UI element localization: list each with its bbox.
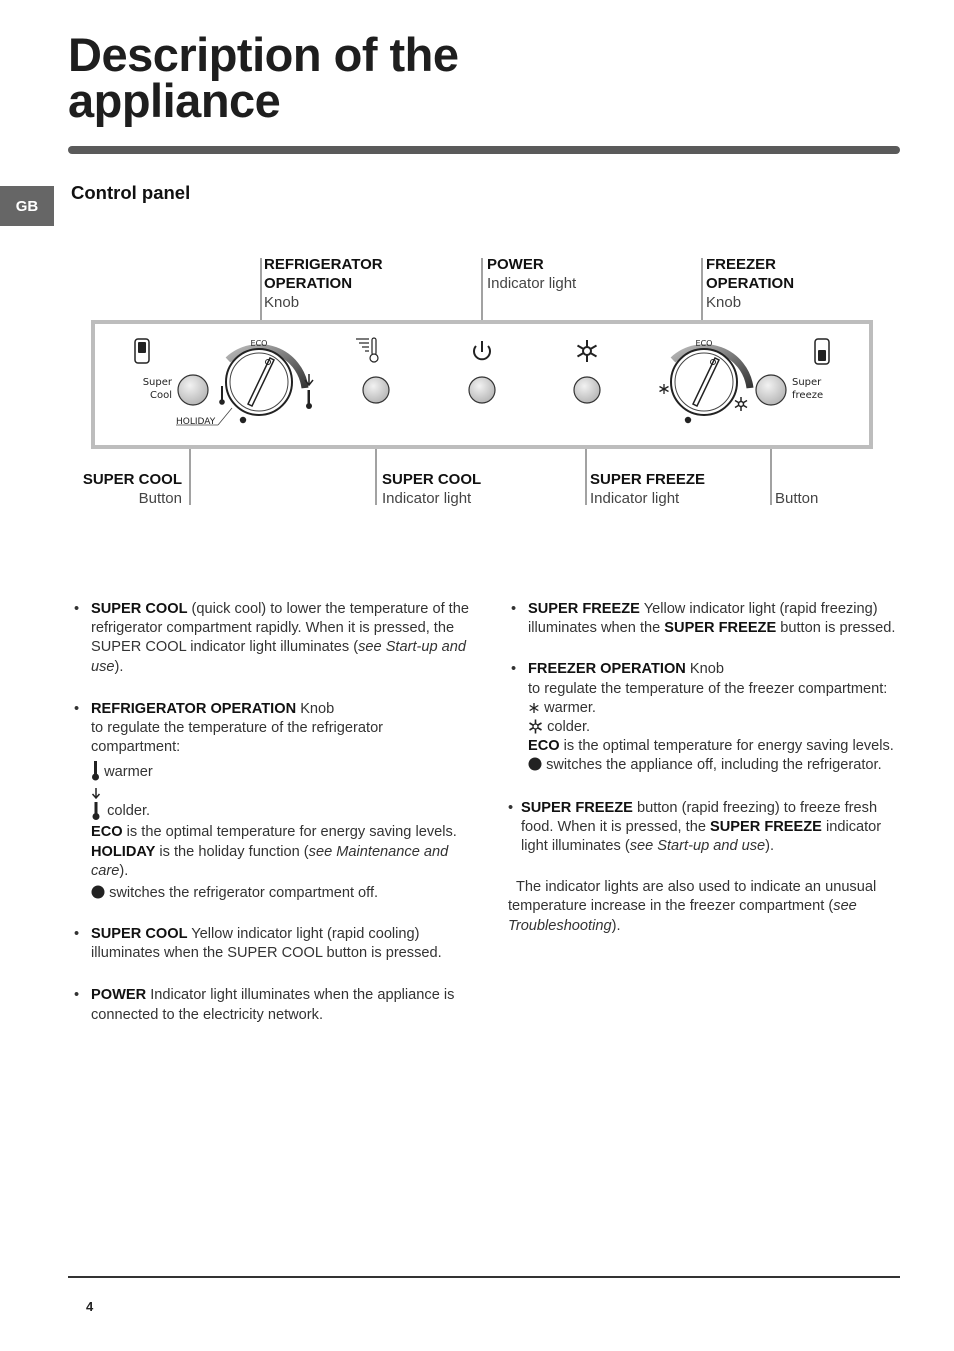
language-tab: GB [0,186,54,226]
fridge-compartment-icon [135,339,149,363]
term: HOLIDAY [91,843,156,860]
setting-colder [91,788,471,821]
label-freezer-operation-line2: OPERATION [706,275,795,292]
cross-reference: see Start-up and use [91,639,467,675]
bullet-super-cool-light [71,925,471,963]
term: REFRIGERATOR OPERATION [91,700,297,717]
term: SUPER FREEZE [521,799,633,816]
bullet-mark: • [508,799,514,816]
freezer-off-dot [685,417,691,423]
panel-refrigerator-eco: ECO [250,339,268,348]
setting-warmer [91,761,471,782]
text: Knob [296,700,335,717]
setting-colder [528,718,906,737]
left-column [71,600,471,1025]
bullet-super-freeze-light [508,600,906,638]
text: colder. [107,803,151,820]
term: POWER [91,987,147,1004]
bullet-mark: • [74,987,80,1004]
text: button is pressed. [776,620,896,637]
term: ECO [528,738,560,755]
bullet-mark: • [511,661,517,678]
term: SUPER FREEZE [528,601,640,617]
label-freezer-operation-sub: Knob [706,294,742,311]
label-refrigerator-operation-line1: REFRIGERATOR [264,256,383,273]
panel-super-freeze-line2: freeze [792,390,824,401]
text: to regulate the temperature of the refrigerator compartment: [91,720,384,756]
panel-super-cool-line2: Cool [150,390,172,401]
indicator-note [508,878,906,936]
text: indicator light illuminates ( [521,818,882,855]
control-panel-diagram [0,0,954,540]
page-title-line1: Description of the [68,28,459,81]
label-refrigerator-operation-sub: Knob [264,294,300,311]
text: to regulate the temperature of the freezer compartment: [528,680,888,697]
text: Yellow indicator light (rapid cooling) illuminates when the SUPER COOL button is pressed. [91,926,442,962]
text: The indicator lights are also used to indicate an unusual temperature increase in the freezer compartment ( [508,879,877,915]
label-super-cool-button-title: SUPER COOL [82,471,182,488]
text: Yellow indicator light (rapid freezing) illuminates when the [528,601,878,637]
label-refrigerator-operation-line2: OPERATION [264,275,353,292]
term: SUPER COOL [91,926,188,943]
bullet-mark: • [74,700,80,717]
bullet-super-cool-button [71,600,471,677]
panel-holiday: HOLIDAY [176,417,216,427]
bullet-freezer-operation [508,660,906,698]
text: switches the refrigerator compartment off. [109,885,379,902]
bullet-mark: • [74,926,80,943]
text: is the optimal temperature for energy saving levels. [122,824,457,841]
term: ECO [91,824,123,841]
text: colder. [547,719,591,736]
super-freeze-indicator-light [574,377,600,403]
text: is the optimal temperature for energy saving levels. [559,738,894,755]
text: warmer [104,764,153,781]
off-dot-icon [91,885,105,899]
term: SUPER FREEZE [710,818,822,835]
cross-reference: see Troubleshooting [508,898,857,934]
text: button (rapid freezing) to freeze fresh food. When it is pressed, the [521,799,878,835]
text: ). [119,862,129,879]
label-power-sub: Indicator light [487,275,577,292]
refrigerator-off-dot [240,417,246,423]
text: ). [611,917,621,934]
freezer-compartment-icon [815,339,829,364]
bullet-mark: • [74,601,80,617]
label-super-cool-button-sub: Button [138,490,182,507]
panel-super-cool-line1: Super [142,377,172,388]
setting-warmer [528,699,906,718]
setting-holiday [91,843,471,881]
label-power-title: POWER [487,256,544,273]
power-indicator-light [469,377,495,403]
text: switches the appliance off, including the refrigerator. [546,757,882,774]
page-title-line2: appliance [68,74,281,127]
cross-reference: see Start-up and use [629,838,766,855]
label-freezer-operation-line1: FREEZER [706,256,777,273]
panel-super-freeze-line1: Super [792,377,822,388]
bullet-refrigerator-operation [71,700,471,758]
text: Knob [685,661,724,678]
cross-reference: see Maintenance and care [91,843,449,879]
label-super-cool-light-title: SUPER COOL [382,471,482,488]
text: ). [114,658,124,675]
freezer-knob-settings [508,699,906,776]
super-cool-indicator-light [363,377,389,403]
small-snowflake-icon [528,702,540,714]
super-cool-button[interactable] [178,375,208,405]
text: (quick cool) to lower the temperature of the refrigerator compartment rapidly. When it is pressed, the SUPER COOL indicator light illuminates ( [91,601,469,656]
text: ). [765,838,775,855]
text: Indicator light illuminates when the appliance is connected to the electricity network. [91,987,455,1023]
right-column [508,600,906,936]
bullet-mark: • [511,601,517,617]
term: SUPER FREEZE [664,620,777,637]
page-number: 4 [86,1299,94,1314]
super-freeze-button[interactable] [756,375,786,405]
off-dot-icon [528,757,542,771]
large-snowflake-icon [528,719,543,734]
thermometer-warmer-icon [91,761,100,781]
bullet-super-freeze-button [508,799,906,857]
setting-eco [91,823,471,842]
section-heading: Control panel [71,182,191,203]
label-super-freeze-light-sub: Indicator light [590,490,680,507]
refrigerator-knob-settings [71,761,471,903]
label-super-freeze-button-sub: Button [775,490,819,507]
label-super-cool-light-sub: Indicator light [382,490,472,507]
setting-eco [528,737,906,756]
footer-rule [68,1276,900,1278]
term: SUPER COOL [91,601,188,617]
text: warmer. [544,699,596,716]
term: FREEZER OPERATION [528,661,686,678]
setting-off [91,883,471,903]
label-super-freeze-light-title: SUPER FREEZE [590,471,706,488]
panel-freezer-eco: ECO [695,339,713,348]
text: is the holiday function ( [155,843,309,860]
setting-off [528,756,906,775]
bullet-power [71,986,471,1024]
thermometer-colder-icon [91,788,103,820]
